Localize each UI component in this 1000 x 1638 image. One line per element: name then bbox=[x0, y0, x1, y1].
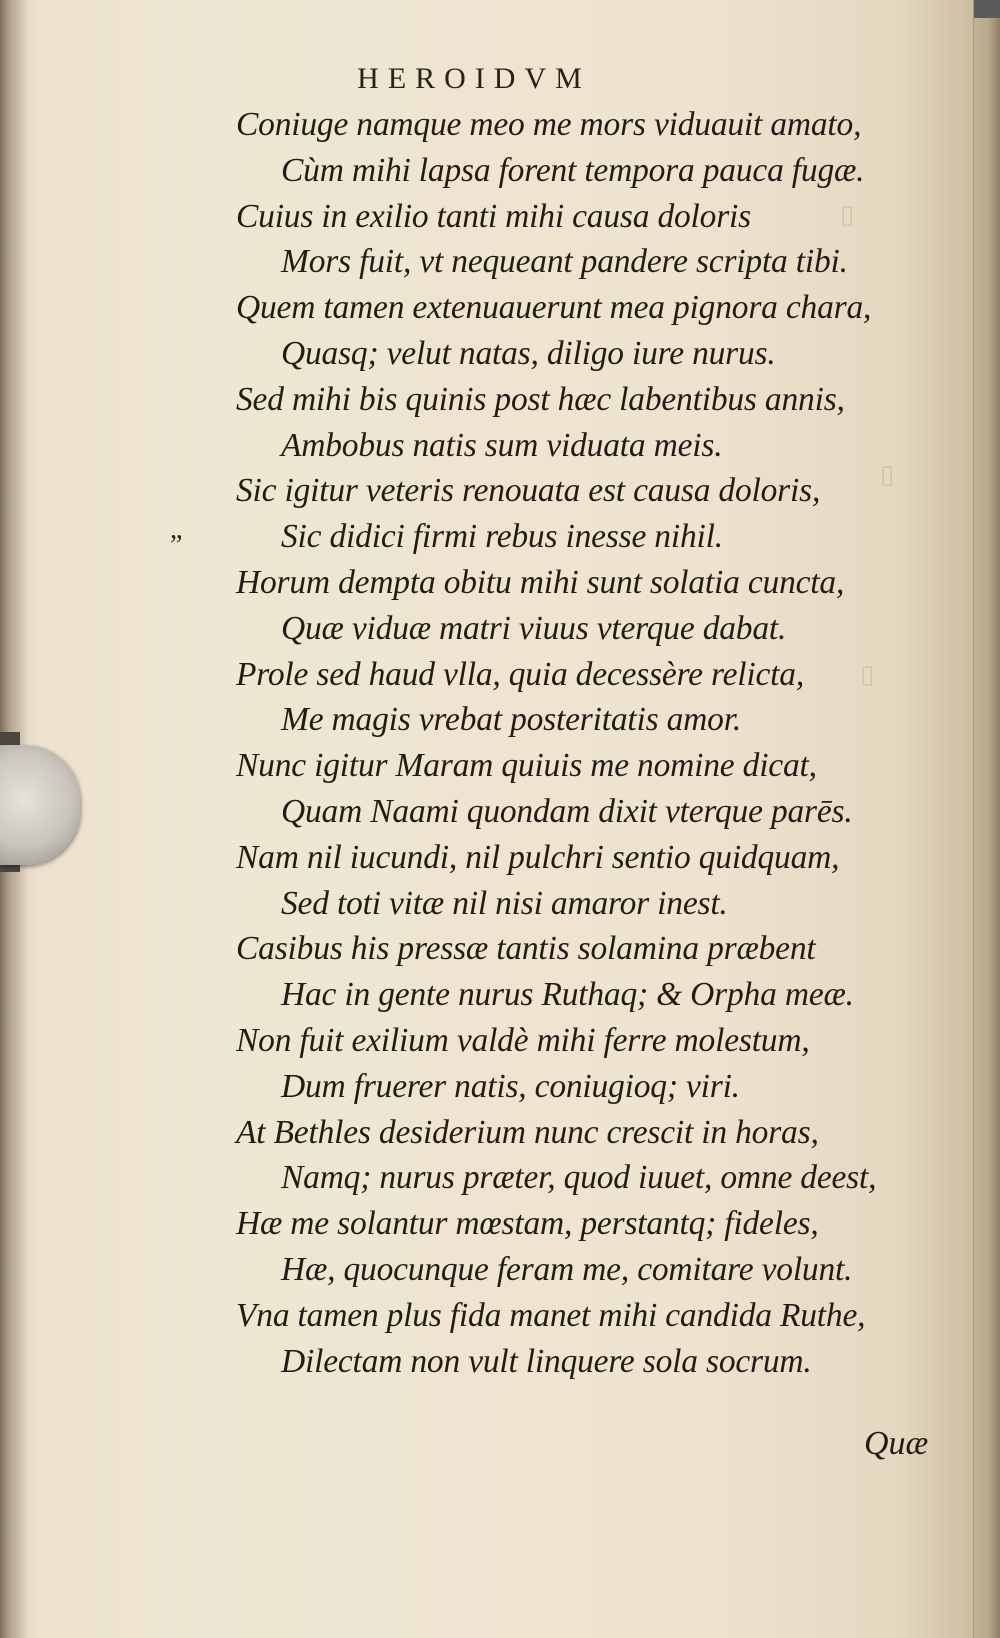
verse-line: Casibus his pressæ tantis solamina præbent bbox=[236, 930, 816, 968]
verse-block bbox=[0, 102, 1000, 1384]
verse-line: Dum fruerer natis, coniugioq; viri. bbox=[281, 1067, 740, 1105]
verse-line: Coniuge namque meo me mors viduauit amato, bbox=[236, 106, 862, 143]
verse-line: Mors fuit, vt nequeant pandere scripta tibi. bbox=[281, 243, 848, 281]
right-page-edge-top bbox=[974, 0, 1000, 18]
verse-line: Hæ, quocunque feram me, comitare volunt. bbox=[281, 1250, 853, 1288]
verse-line: Quæ viduæ matri viuus vterque dabat. bbox=[281, 609, 787, 647]
verse-line: Prole sed haud vlla, quia decessère relicta, bbox=[236, 655, 804, 693]
verse-line: Cuius in exilio tanti mihi causa doloris bbox=[236, 197, 751, 235]
verse-line: Nunc igitur Maram quiuis me nomine dicat, bbox=[236, 747, 817, 785]
show-through-mark: ▯ bbox=[880, 460, 895, 490]
verse-line: Sic didici firmi rebus inesse nihil. bbox=[281, 518, 723, 556]
catchword: Quæ bbox=[864, 1425, 929, 1462]
verse-line: Cùm mihi lapsa forent tempora pauca fugæ. bbox=[281, 151, 865, 189]
verse-line: At Bethles desiderium nunc crescit in horas, bbox=[236, 1113, 819, 1151]
verse-line: Quem tamen extenuauerunt mea pignora chara, bbox=[236, 289, 872, 327]
show-through-mark: ▯ bbox=[840, 200, 855, 230]
verse-line: Non fuit exilium valdè mihi ferre molestum, bbox=[236, 1021, 810, 1059]
verse-line: Sed toti vitæ nil nisi amaror inest. bbox=[281, 884, 728, 922]
verse-line: Hac in gente nurus Ruthaq; & Orpha meæ. bbox=[281, 976, 854, 1014]
marginal-quotation-mark: ” bbox=[170, 530, 183, 561]
verse-line: Namq; nurus præter, quod iuuet, omne deest, bbox=[281, 1159, 877, 1197]
verse-line: Quam Naami quondam dixit vterque parēs. bbox=[281, 792, 853, 830]
verse-line: Me magis vrebat posteritatis amor. bbox=[281, 701, 742, 739]
verse-line: Vna tamen plus fida manet mihi candida Ruthe, bbox=[236, 1296, 866, 1334]
show-through-mark: ▯ bbox=[860, 660, 875, 690]
verse-line: Horum dempta obitu mihi sunt solatia cuncta, bbox=[236, 563, 845, 601]
verse-line: Quasq; velut natas, diligo iure nurus. bbox=[281, 334, 776, 372]
verse-line: Sed mihi bis quinis post hæc labentibus annis, bbox=[236, 380, 845, 418]
verse-line: Dilectam non vult linquere sola socrum. bbox=[281, 1342, 812, 1380]
verse-line: Nam nil iucundi, nil pulchri sentio quidquam, bbox=[236, 838, 840, 876]
verse-line: Ambobus natis sum viduata meis. bbox=[281, 426, 723, 464]
verse-line: Hæ me solantur mœstam, perstantq; fideles, bbox=[236, 1205, 819, 1243]
running-head: HEROIDVM bbox=[357, 62, 591, 95]
verse-line: Sic igitur veteris renouata est causa doloris, bbox=[236, 472, 821, 510]
